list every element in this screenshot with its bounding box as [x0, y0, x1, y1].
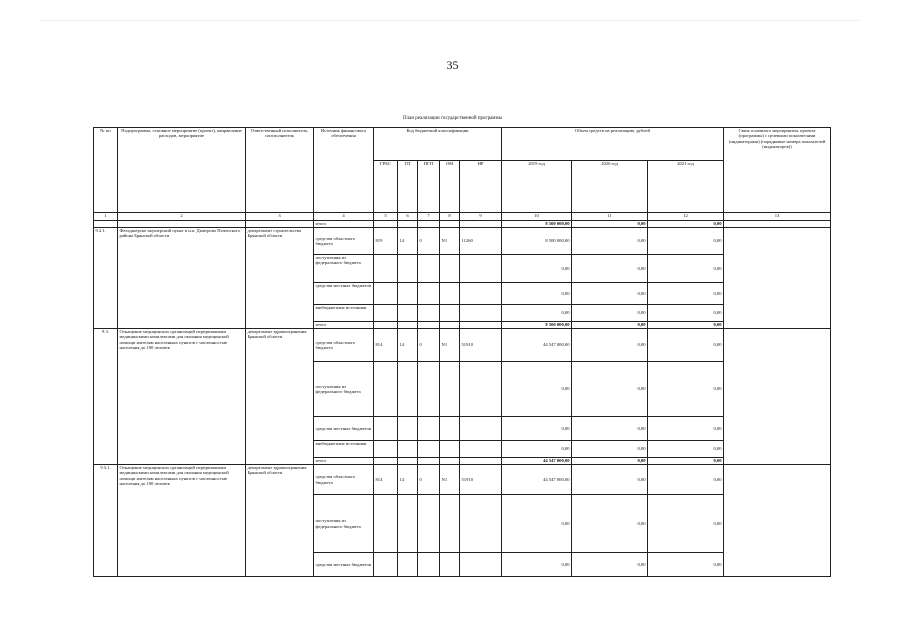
value-2021: 0,00 [648, 255, 724, 283]
om-value: N1 [440, 228, 460, 255]
value-2019: 0,00 [502, 417, 572, 441]
col-number: 11 [572, 213, 648, 221]
source-label: средства областного бюджета [314, 228, 374, 255]
value-2021: 0,00 [648, 441, 724, 458]
value-2020: 0,00 [572, 283, 648, 305]
source-label: средства местных бюджетов [314, 553, 374, 577]
executor-name: департамент строительства Брянской области [246, 228, 314, 329]
value-2019: 0,00 [502, 283, 572, 305]
total-2019: 8 500 000,00 [502, 322, 572, 329]
value-2021: 0,00 [648, 362, 724, 417]
om-value: N1 [440, 465, 460, 495]
row-number: 9.3. [94, 329, 118, 465]
source-label: поступления из федерального бюджета [314, 362, 374, 417]
source-label: средства местных бюджетов [314, 283, 374, 305]
total-2020: 0,00 [572, 221, 648, 228]
source-label: средства областного бюджета [314, 329, 374, 362]
cell-empty [246, 221, 314, 228]
col-number: 8 [440, 213, 460, 221]
col-om-header: ОМ [440, 161, 460, 213]
value-2020: 0,00 [572, 441, 648, 458]
value-2020: 0,00 [572, 228, 648, 255]
table-caption: План реализации государственной программы [403, 116, 502, 121]
value-2020: 0,00 [572, 553, 648, 577]
total-label: итого [314, 221, 374, 228]
col-number: 5 [374, 213, 398, 221]
measure-name: Оснащение медицинских организаций передвижными медицинскими комплексами для оказания медицинской помощи жителям населенных пунктов с численностью населения до 100 человек [118, 465, 246, 577]
col-nr-header: НР [460, 161, 502, 213]
col-program-header: Подпрограмма, основное мероприятие (проект), направление расходов, мероприятие [118, 128, 246, 213]
col-number: 6 [398, 213, 418, 221]
value-2020: 0,00 [572, 329, 648, 362]
total-label: итого [314, 458, 374, 465]
value-2021: 0,00 [648, 465, 724, 495]
source-label: внебюджетные источники [314, 441, 374, 458]
cell-empty [118, 221, 246, 228]
nr-value: 11260 [460, 228, 502, 255]
value-2021: 0,00 [648, 228, 724, 255]
total-2021: 0,00 [648, 221, 724, 228]
value-2019: 0,00 [502, 495, 572, 553]
value-2020: 0,00 [572, 362, 648, 417]
grbs-value: 819 [374, 228, 398, 255]
col-number: 2 [118, 213, 246, 221]
source-label: внебюджетные источники [314, 305, 374, 322]
value-2021: 0,00 [648, 329, 724, 362]
value-2019: 44 547 000,00 [502, 329, 572, 362]
total-2019: 44 547 000,00 [502, 458, 572, 465]
pgp-value: 0 [418, 329, 440, 362]
value-2020: 0,00 [572, 417, 648, 441]
link-cell [724, 228, 831, 329]
col-budget-code-header: Код бюджетной классификации [374, 128, 502, 161]
value-2020: 0,00 [572, 495, 648, 553]
value-2019: 8 500 000,00 [502, 228, 572, 255]
total-2019: 8 500 000,00 [502, 221, 572, 228]
value-2021: 0,00 [648, 417, 724, 441]
value-2021: 0,00 [648, 553, 724, 577]
source-label: поступления из федерального бюджета [314, 255, 374, 283]
col-number: 13 [724, 213, 831, 221]
measure-name: Фельдшерско-акушерский пункт в н.п. Дмитрово Почепского района Брянской области [118, 228, 246, 329]
total-2020: 0,00 [572, 458, 648, 465]
value-2020: 0,00 [572, 305, 648, 322]
col-2019-header: 2019 год [502, 161, 572, 213]
col-number: 7 [418, 213, 440, 221]
value-2019: 0,00 [502, 441, 572, 458]
col-executor-header: Ответственный исполнитель, соисполнитель [246, 128, 314, 213]
pgp-value: 0 [418, 465, 440, 495]
col-link-header: Связь основного мероприятия, проекта (программы) с целевыми показателями (индикаторами) (порядковые номера показателей (индикаторов)) [724, 128, 831, 213]
total-2021: 0,00 [648, 322, 724, 329]
row-number: 9.2.1. [94, 228, 118, 329]
value-2019: 44 547 000,00 [502, 465, 572, 495]
total-2020: 0,00 [572, 322, 648, 329]
gp-value: 14 [398, 329, 418, 362]
nr-value: 51910 [460, 465, 502, 495]
col-number: 12 [648, 213, 724, 221]
col-number: 9 [460, 213, 502, 221]
total-label: итого [314, 322, 374, 329]
col-volume-header: Объем средств на реализацию, рублей [502, 128, 724, 161]
nr-value: 51910 [460, 329, 502, 362]
col-grbs-header: ГРБС [374, 161, 398, 213]
source-label: средства областного бюджета [314, 465, 374, 495]
executor-name: департамент здравоохранения Брянской области [246, 465, 314, 577]
source-label: поступления из федерального бюджета [314, 495, 374, 553]
col-number: 3 [246, 213, 314, 221]
grbs-value: 814 [374, 329, 398, 362]
total-2021: 0,00 [648, 458, 724, 465]
value-2020: 0,00 [572, 465, 648, 495]
link-cell [724, 329, 831, 465]
col-no-header: № пп [94, 128, 118, 213]
col-number: 4 [314, 213, 374, 221]
executor-name: департамент здравоохранения Брянской области [246, 329, 314, 465]
gp-value: 14 [398, 465, 418, 495]
cell-empty [94, 221, 118, 228]
value-2021: 0,00 [648, 495, 724, 553]
value-2020: 0,00 [572, 255, 648, 283]
col-2021-header: 2021 год [648, 161, 724, 213]
row-number: 9.3.1. [94, 465, 118, 577]
value-2019: 0,00 [502, 553, 572, 577]
source-label: средства местных бюджетов [314, 417, 374, 441]
col-source-header: Источник финансового обеспечения [314, 128, 374, 213]
measure-name: Оснащение медицинских организаций передвижными медицинскими комплексами для оказания медицинской помощи жителям населенных пунктов с численностью населения до 100 человек [118, 329, 246, 465]
grbs-value: 814 [374, 465, 398, 495]
page-number: 35 [446, 58, 459, 72]
col-number: 10 [502, 213, 572, 221]
col-2020-header: 2020 год [572, 161, 648, 213]
value-2019: 0,00 [502, 362, 572, 417]
om-value: N1 [440, 329, 460, 362]
program-plan-table [93, 127, 831, 577]
col-gp-header: ГП [398, 161, 418, 213]
value-2019: 0,00 [502, 255, 572, 283]
link-cell [724, 465, 831, 577]
pgp-value: 0 [418, 228, 440, 255]
col-number: 1 [94, 213, 118, 221]
gp-value: 14 [398, 228, 418, 255]
value-2021: 0,00 [648, 283, 724, 305]
value-2021: 0,00 [648, 305, 724, 322]
col-pgp-header: ПГП [418, 161, 440, 213]
value-2019: 0,00 [502, 305, 572, 322]
